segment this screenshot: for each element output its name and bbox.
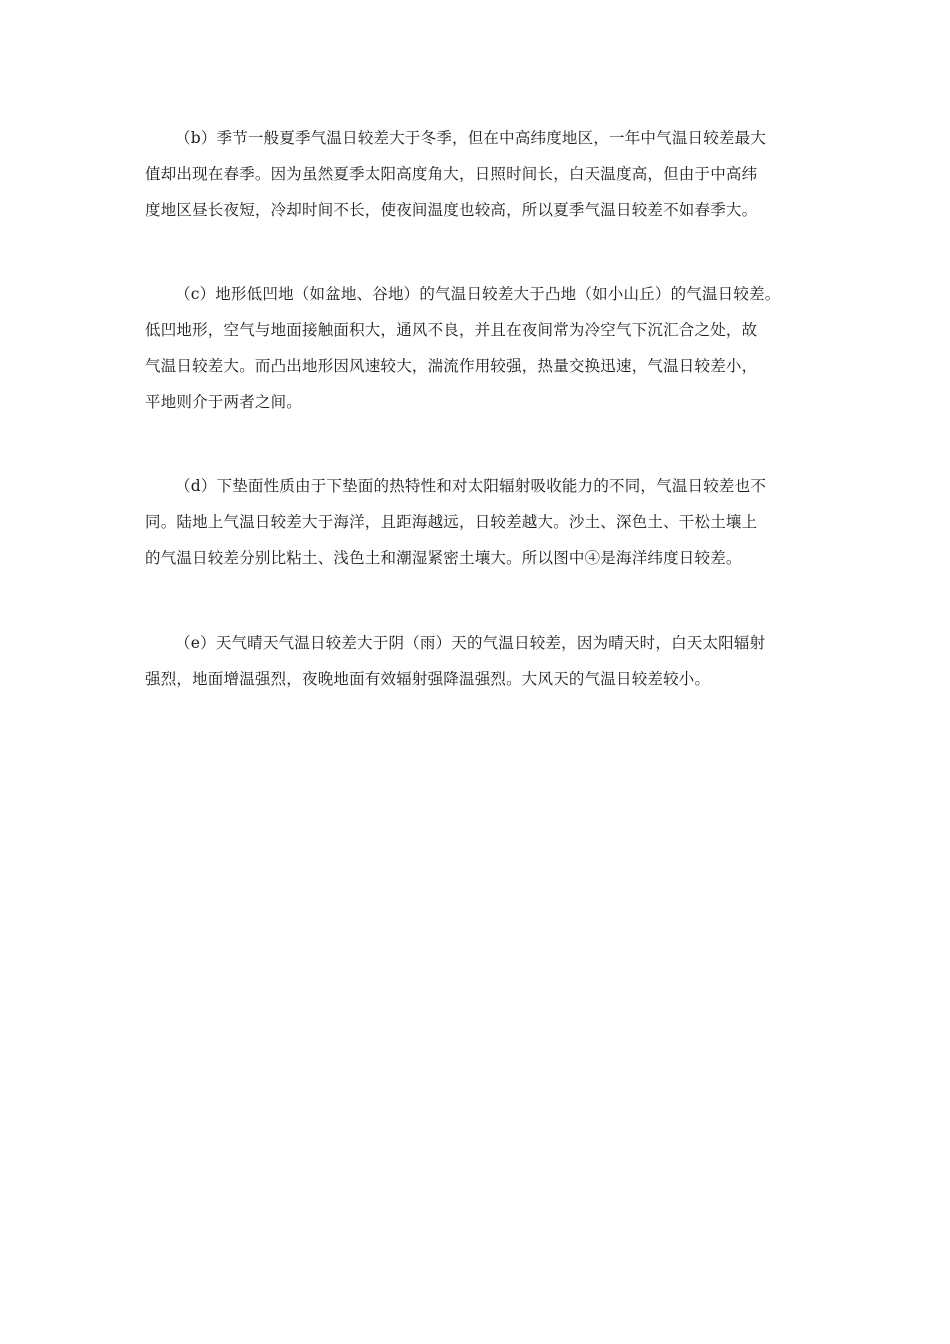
- paragraph-b: [145, 120, 815, 228]
- paragraph-line: 平地则介于两者之间。: [145, 393, 303, 411]
- paragraph-line: 同。陆地上气温日较差大于海洋，且距海越远，日较差越大。沙土、深色土、干松土壤上: [145, 513, 758, 531]
- paragraph-line: 气温日较差大。而凸出地形因风速较大，湍流作用较强，热量交换迅速，气温日较差小，: [145, 357, 758, 375]
- paragraph-line: 度地区昼长夜短，冷却时间不长，使夜间温度也较高，所以夏季气温日较差不如春季大。: [145, 201, 758, 219]
- paragraph-line: 低凹地形，空气与地面接触面积大，通风不良，并且在夜间常为冷空气下沉汇合之处，故: [145, 321, 758, 339]
- paragraph-line: 强烈，地面增温强烈，夜晚地面有效辐射强降温强烈。大风天的气温日较差较小。: [145, 670, 711, 688]
- paragraph-line: （b）季节一般夏季气温日较差大于冬季，但在中高纬度地区，一年中气温日较差最大: [175, 129, 767, 147]
- paragraph-e: [145, 625, 815, 697]
- paragraph-line: 值却出现在春季。因为虽然夏季太阳高度角大，日照时间长，白天温度高，但由于中高纬: [145, 165, 758, 183]
- paragraph-line: 的气温日较差分别比粘土、浅色土和潮湿紧密土壤大。所以图中④是海洋纬度日较差。: [145, 549, 742, 567]
- paragraph-c: [145, 276, 815, 420]
- paragraph-d: [145, 468, 815, 576]
- paragraph-line: （c）地形低凹地（如盆地、谷地）的气温日较差大于凸地（如小山丘）的气温日较差。: [175, 285, 781, 303]
- paragraph-line: （e）天气晴天气温日较差大于阴（雨）天的气温日较差，因为晴天时，白天太阳辐射: [175, 634, 766, 652]
- paragraph-line: （d）下垫面性质由于下垫面的热特性和对太阳辐射吸收能力的不同，气温日较差也不: [175, 477, 767, 495]
